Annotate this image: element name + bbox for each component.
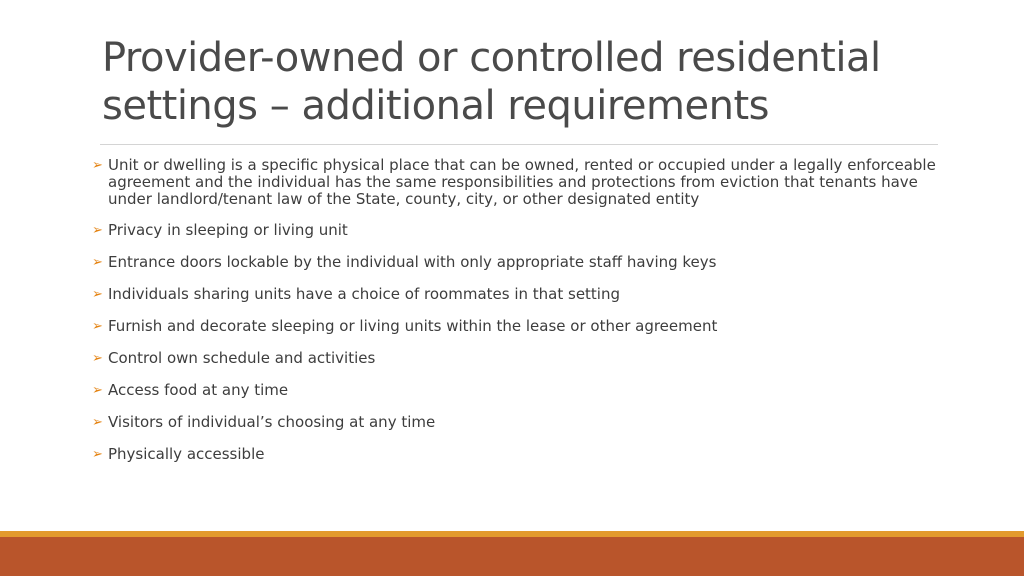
arrow-bullet-icon: ➢ [92,158,103,173]
list-item-text: Furnish and decorate sleeping or living units within the lease or other agreement [108,317,718,335]
arrow-bullet-icon: ➢ [92,287,103,302]
slide-title-line-2: settings – additional requirements [102,83,769,129]
arrow-bullet-icon: ➢ [92,351,103,366]
list-item-text: Privacy in sleeping or living unit [108,221,348,239]
list-item-text: Control own schedule and activities [108,349,376,367]
list-item-text: Unit or dwelling is a specific physical place that can be owned, rented or occupied under a legally enforceable agreement and the individual has the same responsibilities and protections from eviction that tenants have under landlord/tenant law of the State, county, city, or other designated entity [108,156,936,208]
arrow-bullet-icon: ➢ [92,255,103,270]
arrow-bullet-icon: ➢ [92,223,103,238]
list-item-text: Access food at any time [108,381,289,399]
slide-title [102,34,962,130]
list-item [92,445,942,477]
arrow-bullet-icon: ➢ [92,319,103,334]
footer-accent-stripe [0,531,1024,537]
list-item [92,157,942,221]
requirements-list [92,157,942,477]
list-item-text: Entrance doors lockable by the individual with only appropriate staff having keys [108,253,717,271]
list-item [92,381,942,413]
list-item-text: Individuals sharing units have a choice of roommates in that setting [108,285,620,303]
slide-title-line-1: Provider-owned or controlled residential [102,35,881,81]
list-item-text: Visitors of individual’s choosing at any time [108,413,436,431]
list-item [92,253,942,285]
list-item [92,285,942,317]
list-item-text: Physically accessible [108,445,265,463]
title-divider [100,144,938,145]
list-item [92,221,942,253]
list-item [92,349,942,381]
list-item [92,317,942,349]
list-item [92,413,942,445]
arrow-bullet-icon: ➢ [92,383,103,398]
arrow-bullet-icon: ➢ [92,447,103,462]
footer-bar [0,531,1024,576]
arrow-bullet-icon: ➢ [92,415,103,430]
